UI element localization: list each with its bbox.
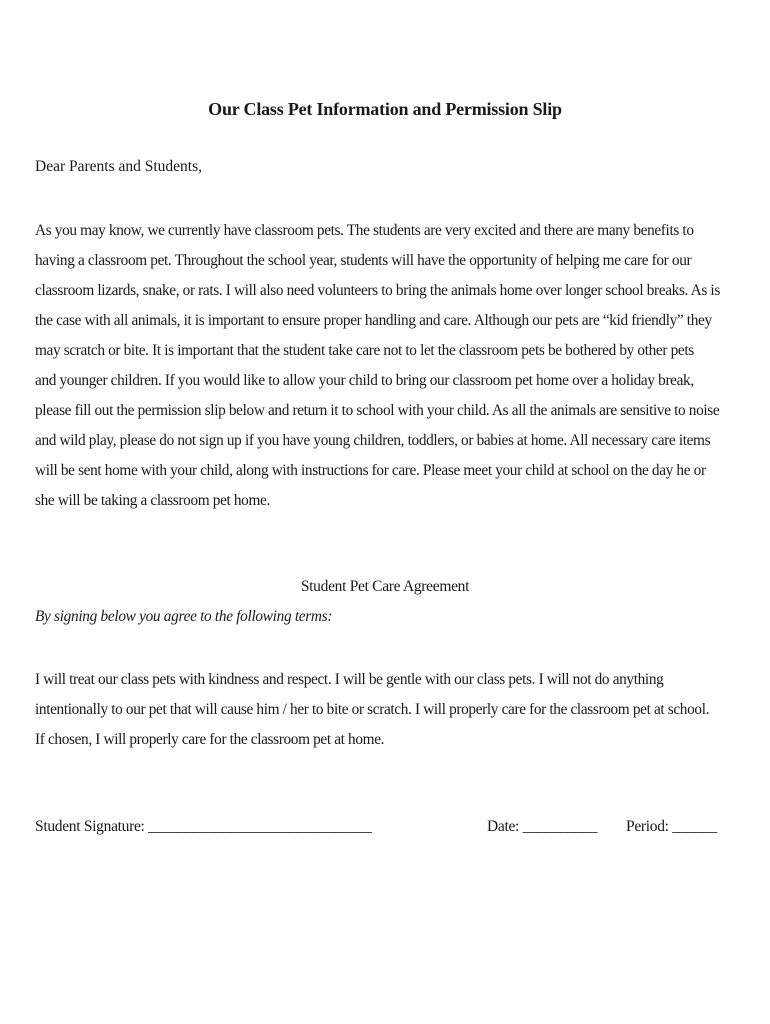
paragraph-line: the case with all animals, it is important to ensure proper handling and care. Although our pets are “kid friendly” they	[35, 312, 712, 329]
agreement-line: I will treat our class pets with kindness and respect. I will be gentle with our class pets. I will not do anything	[35, 671, 664, 688]
paragraph-line: will be sent home with your child, along with instructions for care. Please meet your child at school on the day he or	[35, 462, 706, 479]
paragraph-line: she will be taking a classroom pet home.	[35, 492, 270, 509]
salutation: Dear Parents and Students,	[35, 158, 203, 175]
paragraph-line: may scratch or bite. It is important that the student take care not to let the classroom pets be bothered by other pets	[35, 342, 694, 359]
information-paragraph	[35, 216, 740, 516]
document-title: Our Class Pet Information and Permission Slip	[208, 99, 562, 119]
agreement-heading: Student Pet Care Agreement	[300, 578, 470, 595]
agreement-line: intentionally to our pet that will cause him / her to bite or scratch. I will properly care for the classroom pet at school.	[35, 701, 710, 718]
agreement-paragraph	[35, 665, 740, 755]
paragraph-line: and wild play, please do not sign up if you have young children, toddlers, or babies at home. All necessary care items	[35, 432, 711, 449]
paragraph-line: please fill out the permission slip below and return it to school with your child. As all the animals are sensitive to noise	[35, 402, 720, 419]
paragraph-line: having a classroom pet. Throughout the school year, students will have the opportunity of helping me care for our	[35, 252, 692, 269]
agreement-intro: By signing below you agree to the following terms:	[35, 608, 333, 625]
period-field[interactable]: Period: ______	[626, 818, 717, 835]
student-signature-field[interactable]: Student Signature: ______________________________	[35, 818, 372, 835]
paragraph-line: As you may know, we currently have classroom pets. The students are very excited and there are many benefits to	[35, 222, 694, 239]
agreement-line: If chosen, I will properly care for the classroom pet at home.	[35, 731, 385, 748]
paragraph-line: classroom lizards, snake, or rats. I will also need volunteers to bring the animals home over longer school breaks. As is	[35, 282, 720, 299]
signature-row	[35, 818, 735, 842]
date-field[interactable]: Date: __________	[487, 818, 598, 835]
paragraph-line: and younger children. If you would like to allow your child to bring our classroom pet home over a holiday break,	[35, 372, 694, 389]
